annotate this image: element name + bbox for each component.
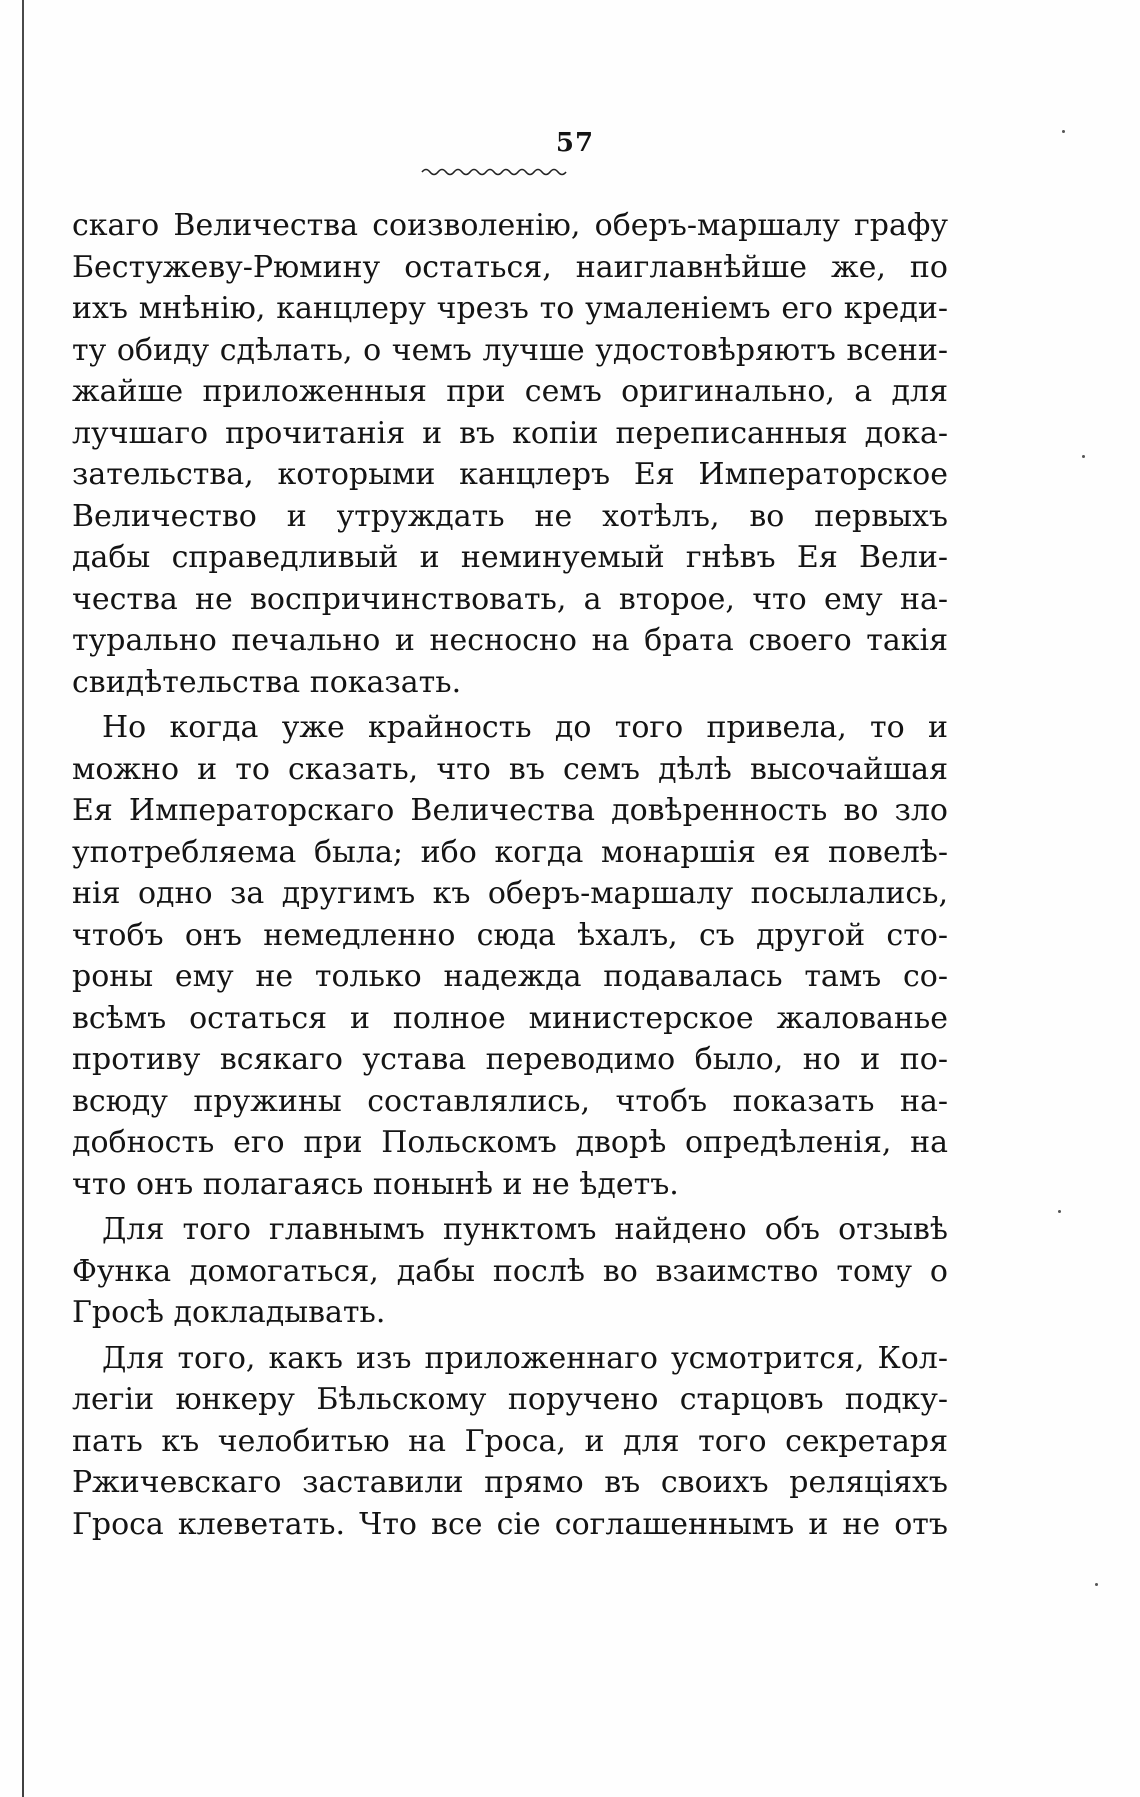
text-line: Гроса клеветать. Что все сіе соглашеннымъ и не отъ — [72, 1506, 948, 1542]
body-text — [72, 205, 948, 1545]
binding-edge — [22, 0, 24, 1797]
text-line: можно и то сказать, что въ семъ дѣлѣ высочайшая — [72, 751, 948, 787]
text-line: добность его при Польскомъ дворѣ опредѣленія, на — [72, 1125, 948, 1160]
text-line: противу всякаго устава переводимо было, но и по- — [72, 1042, 948, 1077]
text-line: употребляема была; ибо когда монаршія ея повелѣ- — [72, 834, 948, 870]
text-line: роны ему не только надежда подавалась тамъ со- — [72, 959, 948, 994]
text-line: легіи юнкеру Бѣльскому поручено старцовъ подку- — [72, 1382, 948, 1417]
text-line: Гросѣ докладывать. — [72, 1295, 386, 1330]
page-number: 57 — [555, 128, 595, 158]
page-header — [0, 128, 1140, 158]
text-line: ту обиду сдѣлать, о чемъ лучше удостовѣряютъ всени- — [72, 332, 948, 368]
text-line: всѣмъ остаться и полное министерское жалованье — [72, 1000, 948, 1036]
text-line: жайше приложенныя при семъ оригинально, а для — [72, 374, 948, 409]
paper-speck — [1095, 1583, 1098, 1586]
paper-speck — [1058, 1210, 1061, 1213]
text-line: чтобъ онъ немедленно сюда ѣхалъ, съ другой сто- — [72, 917, 948, 953]
text-line: зательства, которыми канцлеръ Ея Императорское — [72, 457, 948, 492]
text-line: нія одно за другимъ къ оберъ-маршалу посылались, — [72, 876, 948, 911]
text-line: дабы справедливый и неминуемый гнѣвъ Ея Вели- — [72, 540, 948, 575]
text-line: Ея Императорскаго Величества довѣренность во зло — [72, 793, 948, 828]
text-line: свидѣтельства показать. — [72, 664, 462, 700]
text-line: лучшаго прочитанія и въ копіи переписанныя дока- — [72, 415, 948, 451]
wavy-rule-ornament — [420, 166, 570, 178]
text-line: Но когда уже крайность до того привела, то и — [102, 710, 948, 745]
text-line: скаго Величества соизволенію, оберъ-маршалу графу — [72, 208, 948, 243]
text-line: чества не воспричинствовать, а второе, что ему на- — [72, 581, 948, 617]
text-line: ихъ мнѣнію, канцлеру чрезъ то умаленіемъ его креди- — [72, 291, 948, 326]
text-line: всюду пружины составлялись, чтобъ показать на- — [72, 1083, 948, 1119]
paper-speck — [1082, 455, 1085, 458]
text-line: что онъ полагаясь понынѣ и не ѣдетъ. — [72, 1166, 679, 1202]
text-line: турально печально и несносно на брата своего такія — [72, 623, 948, 658]
text-line: Величество и утруждать не хотѣлъ, во первыхъ — [72, 498, 948, 534]
text-line: Для того, какъ изъ приложеннаго усмотрится, Кол- — [102, 1340, 948, 1376]
text-line: Для того главнымъ пунктомъ найдено объ отзывѣ — [102, 1212, 948, 1247]
text-line: Ржичевскаго заставили прямо въ своихъ реляціяхъ — [72, 1465, 948, 1500]
text-line: Бестужеву-Рюмину остаться, наиглавнѣйше же, по — [72, 249, 948, 285]
text-line: пать къ челобитью на Гроса, и для того секретаря — [72, 1423, 948, 1459]
text-line: Функа домогаться, дабы послѣ во взаимство тому о — [72, 1253, 948, 1289]
